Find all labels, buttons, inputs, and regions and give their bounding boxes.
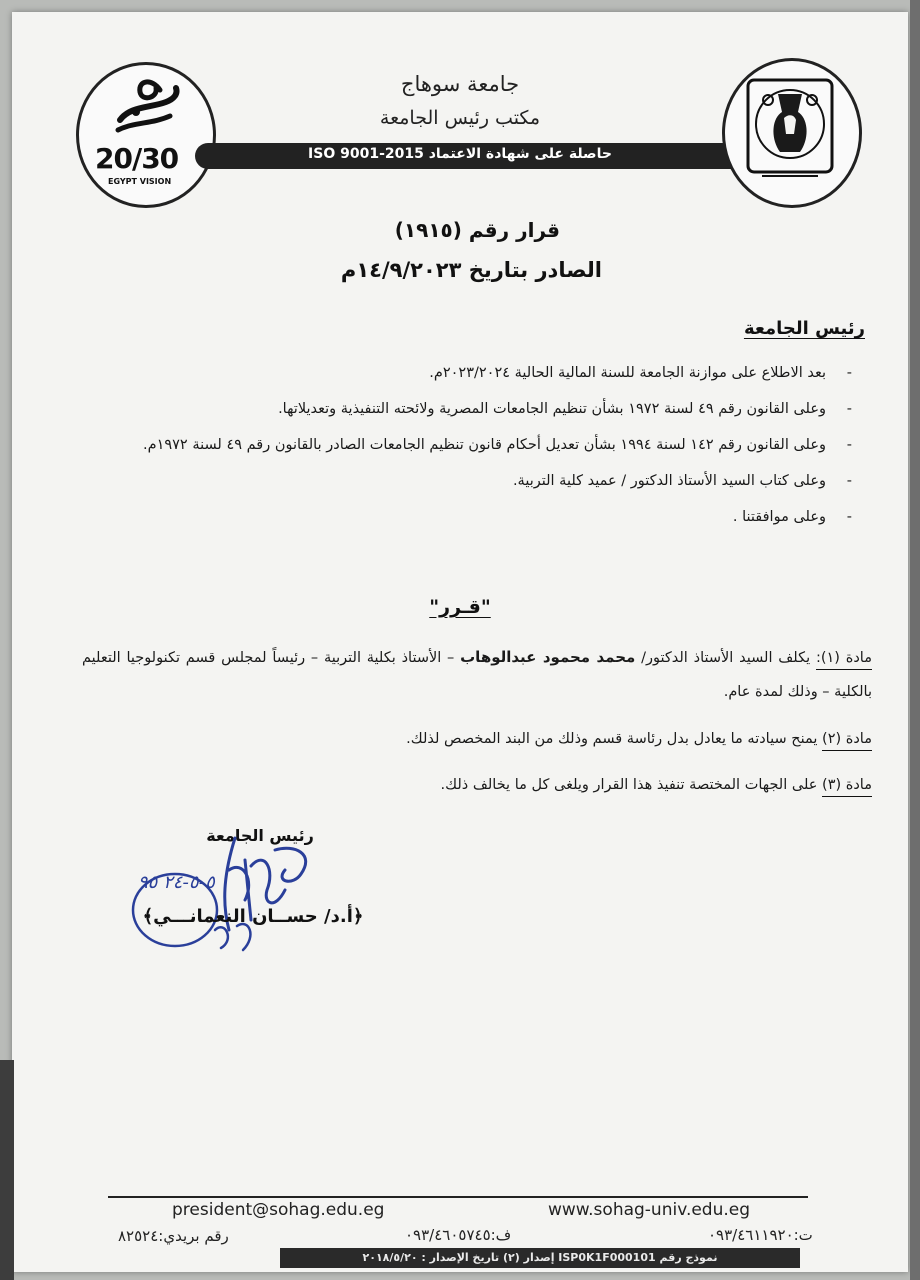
- decision-number: قرار رقم (١٩١٥): [394, 218, 560, 242]
- list-item: - بعد الاطلاع على موازنة الجامعة للسنة المالية الحالية ٢٠٢٣/٢٠٢٤م.: [72, 356, 852, 390]
- signatory-title: رئيس الجامعة: [206, 826, 314, 845]
- university-name: جامعة سوهاج: [400, 72, 520, 96]
- signatory-name: ﴿أ.د/ حســان النعمانـــي﴾: [142, 906, 364, 927]
- article-3: [82, 768, 872, 802]
- postal-code: رقم بريدي:٨٢٥٢٤: [118, 1227, 229, 1245]
- article-1-label: مادة (١):: [816, 650, 872, 670]
- list-item: - وعلى موافقتنا .: [72, 500, 852, 534]
- university-seal-icon: [738, 72, 842, 188]
- article-1-text: – الأستاذ بكلية التربية – رئيساً لمجلس قسم تكنولوجيا التعليم بالكلية – وذلك لمدة عام.: [82, 650, 872, 700]
- decision-date: الصادر بتاريخ ١٤/٩/٢٠٢٣م: [340, 258, 602, 282]
- appointee-name: محمد محمود عبدالوهاب: [460, 648, 636, 666]
- list-item: - وعلى القانون رقم ١٤٢ لسنة ١٩٩٤ بشأن تعديل أحكام قانون تنظيم الجامعات الصادر بالقانون رقم ٤٩ لسنة ١٩٧٢م.: [72, 428, 852, 462]
- contact-email[interactable]: president@sohag.edu.eg: [172, 1200, 385, 1220]
- footer-divider: [108, 1196, 808, 1198]
- form-number-bar: نموذج رقم ISP0K1F000101 إصدار (٢) تاريخ الإصدار : ٢٠١٨/٥/٢٠: [280, 1248, 800, 1268]
- vision-number: 20/30: [95, 142, 179, 175]
- article-1-intro: يكلف السيد الأستاذ الدكتور/: [641, 650, 811, 666]
- decided-heading: "قـرر": [429, 596, 491, 618]
- article-1: [82, 640, 872, 709]
- list-item: - وعلى كتاب السيد الأستاذ الدكتور / عميد كلية التربية.: [72, 464, 852, 498]
- vision-emblem-icon: [100, 72, 190, 142]
- vision-caption: EGYPT VISION: [108, 177, 172, 186]
- list-item: - وعلى القانون رقم ٤٩ لسنة ١٩٧٢ بشأن تنظيم الجامعات المصرية ولائحته التنفيذية وتعديلاتها.: [72, 392, 852, 426]
- background-edge-right: [910, 0, 920, 1280]
- article-3-text: على الجهات المختصة تنفيذ هذا القرار ويلغى كل ما يخالف ذلك.: [440, 777, 818, 793]
- article-3-label: مادة (٣): [822, 777, 872, 797]
- background-edge: [0, 1060, 14, 1280]
- article-2: [82, 722, 872, 756]
- website-link[interactable]: www.sohag-univ.edu.eg: [548, 1200, 751, 1220]
- preamble-list: [72, 356, 852, 534]
- article-2-text: يمنح سيادته ما يعادل بدل رئاسة قسم وذلك من البند المخصص لذلك.: [406, 731, 818, 747]
- office-name: مكتب رئيس الجامعة: [379, 107, 541, 129]
- fax-number: ف:٠٩٣/٤٦٠٥٧٤٥: [405, 1226, 512, 1244]
- section-heading: رئيس الجامعة: [743, 318, 865, 339]
- phone-number: ت:٠٩٣/٤٦١١٩٢٠: [708, 1226, 813, 1244]
- iso-certification-text: حاصلة على شهادة الاعتماد ISO 9001-2015: [308, 146, 612, 162]
- handwritten-note: ٥-٥-٢٤ ٩٥: [138, 872, 215, 893]
- handwritten-signature: [125, 830, 355, 960]
- article-2-label: مادة (٢): [822, 731, 872, 751]
